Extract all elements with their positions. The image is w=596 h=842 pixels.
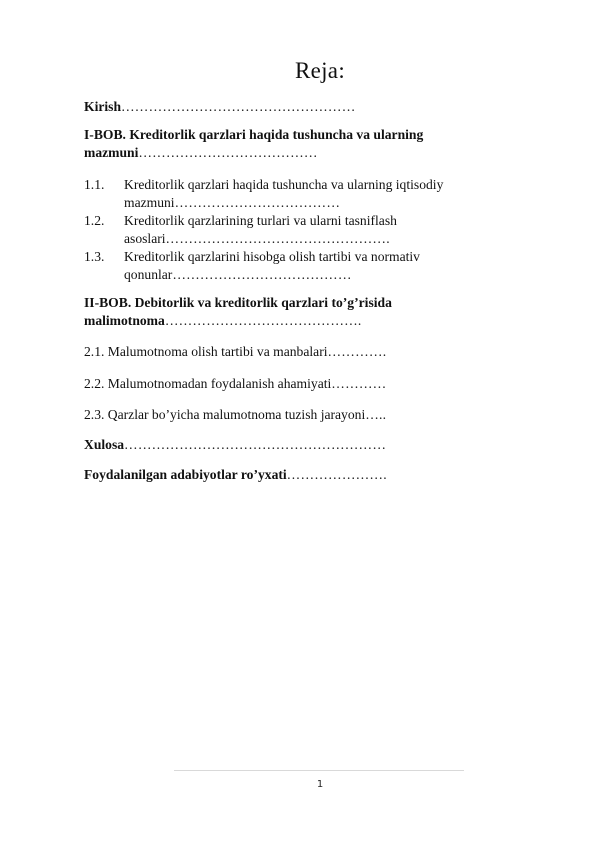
toc-dot-leader: ………………………………………….	[165, 231, 390, 246]
section-title	[124, 176, 504, 212]
section-title-text: 2.3. Qarzlar bo’yicha malumotnoma tuzish jarayoni	[84, 407, 366, 422]
toc-entry-label: I-BOB. Kreditorlik qarzlari haqida tushuncha va ularning mazmuni	[84, 127, 424, 160]
toc-entry-label: Foydalanilgan adabiyotlar ro’yxati	[84, 467, 287, 482]
toc-dot-leader: ………………….	[286, 467, 387, 482]
toc-entry-chapter-1	[84, 126, 504, 162]
toc-entry-chapter-2	[84, 294, 504, 330]
section-title	[124, 248, 504, 284]
toc-dot-leader: …………………………………	[138, 145, 318, 160]
section-title-text: 2.2. Malumotnomadan foydalanish ahamiyati	[84, 376, 332, 391]
section-title-text: Kreditorlik qarzlari haqida tushuncha va ularning iqtisodiy mazmuni	[124, 177, 444, 210]
toc-entry-section-2-1	[84, 343, 386, 361]
page-number: 1	[316, 779, 324, 790]
section-number: 1.1.	[84, 177, 105, 192]
toc-entry-references	[84, 466, 387, 484]
toc-dot-leader: …………	[331, 376, 387, 391]
section-number: 1.3.	[84, 249, 105, 264]
toc-entry-section-2-2	[84, 375, 386, 393]
toc-entry-label: II-BOB. Debitorlik va kreditorlik qarzlari to’g’risida malimotnoma	[84, 295, 392, 328]
footer-divider	[174, 770, 464, 771]
toc-entry-section-1-1	[84, 176, 504, 212]
section-number: 1.2.	[84, 213, 105, 228]
toc-dot-leader: …………………………………………………	[124, 437, 387, 452]
toc-entry-kirish	[84, 98, 356, 116]
toc-dot-leader: …..	[365, 407, 387, 422]
section-title	[124, 212, 504, 248]
section-title-text: Kreditorlik qarzlarining turlari va ularni tasniflash asoslari	[124, 213, 397, 246]
toc-dot-leader: ………….	[327, 344, 387, 359]
toc-entry-section-1-2	[84, 212, 504, 248]
toc-dot-leader: …………………………………	[172, 267, 352, 282]
toc-dot-leader: …………………………………….	[164, 313, 362, 328]
toc-entry-label: Kirish	[84, 99, 122, 114]
toc-dot-leader: ………………………………	[174, 195, 341, 210]
toc-entry-conclusion	[84, 436, 386, 454]
section-title-text: 2.1. Malumotnoma olish tartibi va manbalari	[84, 344, 328, 359]
page-title: Reja:	[294, 58, 346, 83]
toc-dot-leader: ……………………………………………	[121, 99, 356, 114]
toc-entry-section-1-3	[84, 248, 504, 284]
section-title-text: Kreditorlik qarzlarini hisobga olish tartibi va normativ qonunlar	[124, 249, 420, 282]
toc-entry-section-2-3	[84, 406, 386, 424]
toc-entry-label: Xulosa	[84, 437, 125, 452]
